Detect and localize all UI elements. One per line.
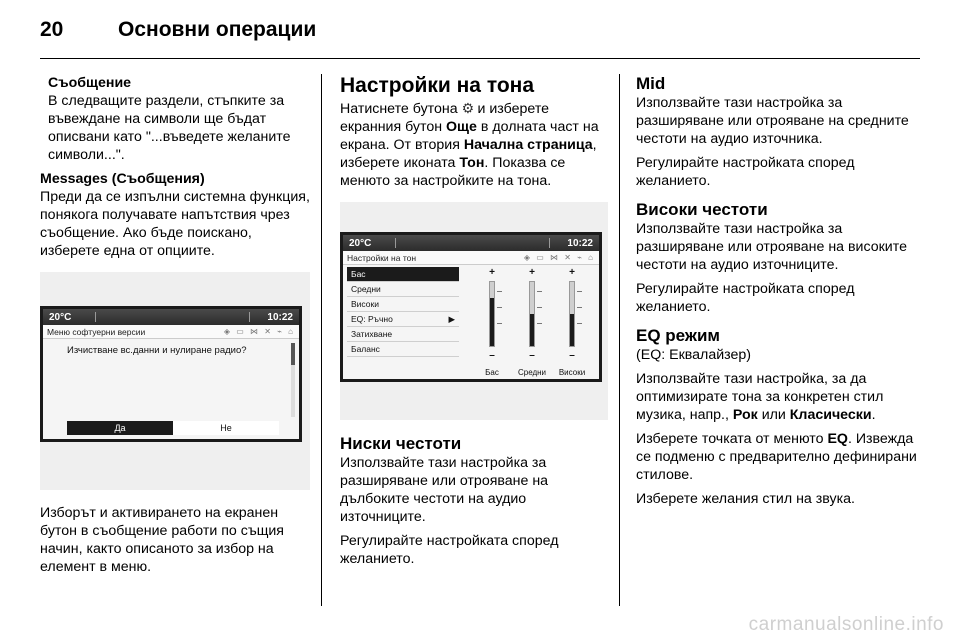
menu-item-fader[interactable]: Затихване	[347, 327, 459, 342]
display-frame	[40, 306, 302, 442]
paragraph: Изберете точката от менюто EQ. Извежда се подменю с предварително дефинирани стилове.	[636, 431, 917, 483]
status-icons: ◈ ▭ ⋈ ✕ ⌁ ⌂	[223, 327, 295, 336]
eq-label: Бас	[485, 368, 499, 377]
paragraph: Използвайте тази настройка за разширяване или отрояване на средните честоти на аудио източника.	[636, 95, 909, 147]
status-icons: ◈ ▭ ⋈ ✕ ⌁ ⌂	[523, 253, 595, 262]
dialog-buttons	[67, 421, 279, 435]
eq-label: Средни	[517, 368, 547, 377]
plus-icon[interactable]: +	[489, 267, 495, 278]
plus-icon[interactable]: +	[569, 267, 575, 278]
separator	[95, 312, 96, 322]
display-frame	[340, 232, 602, 382]
screen-subtitle-bar	[343, 251, 599, 265]
paragraph: Преди да се изпълни системна функция, понякога получавате напътствия чрез съобщение. Ако бъде поискано, изберете една от опциите.	[40, 189, 310, 259]
paragraph: Изберете желания стил на звука.	[636, 491, 855, 507]
paragraph: Регулирайте настройката според желанието.	[636, 155, 855, 189]
section-heading: Настройки на тона	[340, 74, 535, 97]
note-text: В следващите раздели, стъпките за въвеждане на символи ще бъдат описвани като "...въведете желаните символи...".	[48, 93, 291, 163]
clock: 10:22	[567, 237, 593, 249]
eq-track[interactable]	[489, 281, 495, 347]
page-title: Основни операции	[118, 18, 317, 41]
temperature: 20°C	[349, 237, 372, 249]
eq-tick	[537, 307, 542, 308]
page-header	[40, 18, 316, 50]
column-divider	[619, 74, 620, 606]
display-screen	[43, 309, 299, 439]
minus-icon[interactable]: –	[569, 350, 575, 361]
page-number: 20	[40, 18, 64, 41]
plus-icon[interactable]: +	[529, 267, 535, 278]
no-button[interactable]: Не	[173, 421, 279, 435]
column-right	[636, 74, 920, 514]
paragraph: Изборът и активирането на екранен бутон в съобщение работи по същия начин, както описаното за избор на елемент в меню.	[40, 505, 284, 575]
eq-level-fill	[570, 314, 574, 346]
temperature: 20°C	[49, 311, 72, 323]
eq-tick	[577, 323, 582, 324]
status-bar	[343, 235, 599, 251]
minus-icon[interactable]: –	[489, 350, 495, 361]
separator	[395, 238, 396, 248]
menu-item-bass[interactable]: Бас	[347, 267, 459, 282]
paragraph: Използвайте тази настройка за разширяване или отрояване на дълбоките честоти на аудио източниците.	[340, 455, 549, 525]
gear-icon: ⚙	[461, 101, 475, 117]
separator	[249, 312, 250, 322]
eq-tick	[577, 307, 582, 308]
dialog-question: Изчистване вс.данни и нулиране радио?	[67, 345, 247, 356]
paragraph: Натиснете бутона ⚙ и изберете екранния бутон Още в долната част на екрана. От втория Начална страница, изберете иконата Тон. Показва се менюто за настройките на тона.	[340, 101, 599, 189]
eq-tick	[497, 323, 502, 324]
menu-item-treble[interactable]: Високи	[347, 297, 459, 312]
header-rule	[40, 58, 920, 59]
eq-level-fill	[490, 298, 494, 346]
display-screen	[343, 235, 599, 379]
tone-menu	[347, 267, 459, 357]
screen-subtitle: Настройки на тон	[347, 252, 417, 263]
note-title: Съобщение	[48, 75, 132, 91]
paragraph: Регулирайте настройката според желанието.	[340, 533, 559, 567]
screen-subtitle: Меню софтуерни версии	[47, 326, 146, 337]
eq-tick	[577, 291, 582, 292]
eq-label: Високи	[558, 368, 586, 377]
section-heading: Ниски честоти	[340, 434, 462, 453]
column-middle	[340, 74, 608, 574]
eq-tick	[537, 291, 542, 292]
paragraph: Използвайте тази настройка за разширяване или отрояване на високите честоти на аудио източниците.	[636, 221, 907, 273]
minus-icon[interactable]: –	[529, 350, 535, 361]
screen-photo-message	[40, 272, 310, 490]
equalizer	[473, 267, 593, 377]
status-bar	[43, 309, 299, 325]
eq-track[interactable]	[569, 281, 575, 347]
watermark: carmanualsonline.info	[748, 614, 944, 635]
paragraph: (EQ: Еквалайзер)	[636, 347, 751, 363]
menu-item-mid[interactable]: Средни	[347, 282, 459, 297]
eq-slider-0[interactable]	[479, 267, 505, 361]
column-divider	[321, 74, 322, 606]
screen-subtitle-bar	[43, 325, 299, 339]
scrollbar[interactable]	[291, 343, 295, 417]
eq-tick	[497, 291, 502, 292]
arrow-right-icon: ▶	[448, 313, 455, 324]
section-heading: Mid	[636, 74, 666, 93]
eq-tick	[537, 323, 542, 324]
separator	[549, 238, 550, 248]
column-left	[40, 74, 310, 582]
note-block	[40, 74, 310, 164]
screen-photo-tone	[340, 202, 608, 420]
section-heading: Високи честоти	[636, 200, 768, 219]
section-title: Messages (Съобщения)	[40, 171, 205, 187]
eq-tick	[497, 307, 502, 308]
eq-track[interactable]	[529, 281, 535, 347]
eq-slider-2[interactable]	[559, 267, 585, 361]
section-heading: EQ режим	[636, 326, 720, 345]
clock: 10:22	[267, 311, 293, 323]
paragraph: Използвайте тази настройка, за да оптимизирате тона за конкретен стил музика, напр., Рок или Класически.	[636, 371, 884, 423]
eq-level-fill	[530, 314, 534, 346]
menu-item-eq[interactable]: EQ: Ръчно ▶	[347, 312, 459, 327]
yes-button[interactable]: Да	[67, 421, 173, 435]
menu-item-balance[interactable]: Баланс	[347, 342, 459, 357]
scrollbar-thumb[interactable]	[291, 343, 295, 365]
paragraph: Регулирайте настройката според желанието.	[636, 281, 855, 315]
eq-slider-1[interactable]	[519, 267, 545, 361]
